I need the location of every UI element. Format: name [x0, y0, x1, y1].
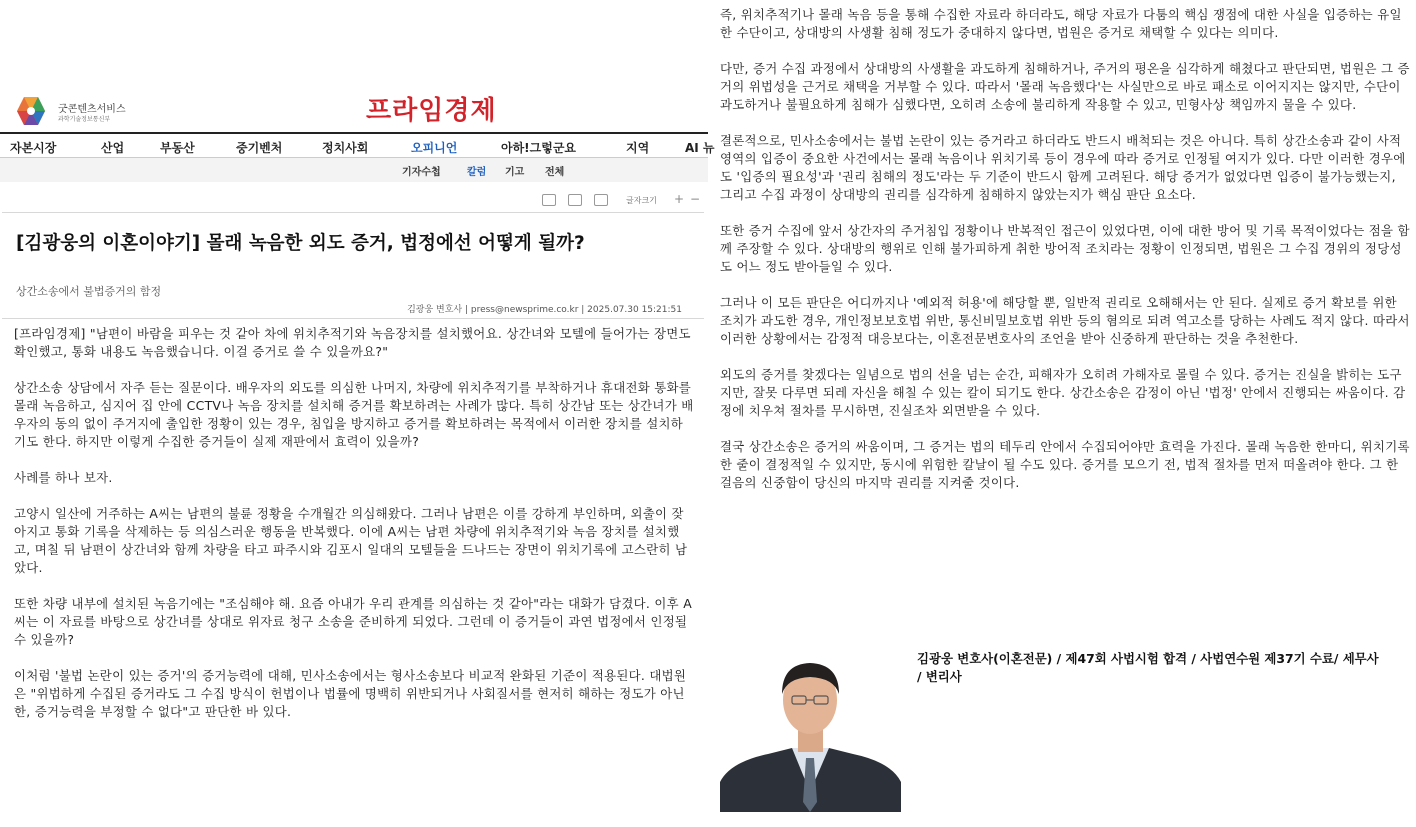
- article-paragraph: 또한 증거 수집에 앞서 상간자의 주거침입 정황이나 반복적인 접근이 있었다면, 이에 대한 방어 및 기록 목적이었다는 점을 함께 주장할 수 있다. 상대방의 행위로 인해 불가피하게 취한 방어적 조치라는 정황이 인정되면, 법원은 그 수집 경위의 정당성도 어느 정도 받아들일 수 있다.: [720, 223, 1410, 274]
- article-paragraph: 이처럼 '불법 논란이 있는 증거'의 증거능력에 대해, 민사소송에서는 형사소송보다 비교적 완화된 기준이 적용된다. 대법원은 "위법하게 수집된 증거라도 그 수집 방식이 헌법이나 법률에 명백히 위반되거나 사회질서를 현저히 해하는 정도가 아닌 한, 증거능력을 부정할 수 없다"고 판단한 바 있다.: [14, 668, 687, 719]
- nav-item-region[interactable]: 지역: [626, 141, 650, 155]
- email-icon[interactable]: [568, 194, 582, 206]
- article-body-right: [720, 6, 1410, 510]
- nav-item-capital-market[interactable]: 자본시장: [10, 141, 57, 155]
- article-paragraph: 결국 상간소송은 증거의 싸움이며, 그 증거는 법의 테두리 안에서 수집되어야만 효력을 가진다. 몰래 녹음한 한마디, 위치기록 한 줄이 결정적일 수 있지만, 동시에 위험한 칼날이 될 수도 있다. 증거를 모으기 전, 법적 절차를 먼저 떠올려야 한다. 그 한 걸음의 신중함이 당신의 마지막 권리를 지켜줄 것이다.: [720, 439, 1410, 490]
- nav-item-politics[interactable]: 정치사회: [322, 141, 369, 155]
- gov-name: 굿콘텐츠서비스: [58, 104, 126, 115]
- masthead: [0, 88, 708, 132]
- author-portrait-icon: [720, 654, 901, 812]
- article-byline: 김광웅 변호사 | press@newsprime.co.kr | 2025.07.30 15:21:51: [407, 305, 682, 315]
- subnav-contribution[interactable]: 기고: [505, 167, 525, 178]
- article-paragraph: 결론적으로, 민사소송에서는 불법 논란이 있는 증거라고 하더라도 반드시 배척되는 것은 아니다. 특히 상간소송과 같이 사적 영역의 입증이 중요한 사건에서는 몰래 녹음이나 위치기록 등이 경우에 따라 증거로 인정될 여지가 있다. 다만 이러한 경우에도 '입증의 필요성'과 '권리 침해의 정도'라는 두 기준이 반드시 함께 고려된다. 해당 증거가 없었다면 입증이 불가능했는지, 그리고 수집 과정이 상대방의 권리를 심각하게 침해하지 않았는지가 핵심 판단 요소다.: [720, 133, 1406, 202]
- author-info: 김광웅 변호사(이혼전문) / 제47회 사법시험 합격 / 사법연수원 제37기 수료/ 세무사 / 변리사: [917, 651, 1379, 684]
- article-paragraph: 그러나 이 모든 판단은 어디까지나 '예외적 허용'에 해당할 뿐, 일반적 권리로 오해해서는 안 된다. 실제로 증거 확보를 위한 조치가 과도한 경우, 개인정보보호법 위반, 통신비밀보호법 위반 등의 혐의로 되려 역고소를 당하는 사례도 적지 않다. 따라서 이러한 상황에서는 감정적 대응보다는, 이혼전문변호사의 조언을 받아 신중하게 판단하는 것을 추천한다.: [720, 295, 1410, 346]
- subnav-all[interactable]: 전체: [545, 167, 565, 178]
- author-photo: [720, 654, 901, 812]
- sub-nav: [0, 158, 708, 182]
- share-icon[interactable]: [594, 194, 608, 206]
- brand-logo[interactable]: 프라임경제: [366, 96, 497, 126]
- good-content-logo-icon: [10, 96, 54, 126]
- article-headline: [김광웅의 이혼이야기] 몰래 녹음한 외도 증거, 법정에선 어떻게 될까?: [16, 233, 585, 254]
- article-body-left: [14, 325, 694, 739]
- article-paragraph: 다만, 증거 수집 과정에서 상대방의 사생활을 과도하게 침해하거나, 주거의 평온을 심각하게 해쳤다고 판단되면, 법원은 그 증거의 위법성을 근거로 채택을 거부할 수 있다. 따라서 '몰래 녹음했다'는 사실만으로 바로 패소로 이어지지는 않지만, 수단이 과도하거나 불필요하게 침해가 심했다면, 오히려 소송에 불리하게 작용할 수 있고, 민형사상 책임까지 물을 수 있다.: [720, 61, 1410, 112]
- article-paragraph: [프라임경제] "남편이 바람을 피우는 것 같아 차에 위치추적기와 녹음장치를 설치했어요. 상간녀와 모텔에 들어가는 장면도 확인했고, 통화 내용도 녹음했습니다. 이걸 증거로 쓸 수 있을까요?": [14, 326, 691, 359]
- article-subhead: 상간소송에서 불법증거의 함정: [16, 285, 162, 298]
- gov-sub: 과학기술정보통신부: [58, 116, 111, 123]
- font-minus-icon[interactable]: −: [690, 192, 701, 206]
- article-paragraph: 외도의 증거를 찾겠다는 일념으로 법의 선을 넘는 순간, 피해자가 오히려 가해자로 몰릴 수 있다. 증거는 진실을 밝히는 도구지만, 잘못 다루면 되레 자신을 해칠 수 있는 칼이 되기도 한다. 상간소송은 감정이 아닌 '법정' 안에서 진행되는 싸움이다. 감정에 치우쳐 절차를 무시하면, 진실조차 외면받을 수 있다.: [720, 367, 1406, 418]
- article-paragraph: 사례를 하나 보자.: [14, 470, 113, 485]
- article-paragraph: 즉, 위치추적기나 몰래 녹음 등을 통해 수집한 자료라 하더라도, 해당 자료가 다툼의 핵심 쟁점에 대한 사실을 입증하는 유일한 수단이고, 상대방의 사생활 침해 정도가 중대하지 않다면, 법원은 증거로 채택할 수 있다는 의미다.: [720, 7, 1402, 40]
- print-icon[interactable]: [542, 194, 556, 206]
- article-paragraph: 또한 차량 내부에 설치된 녹음기에는 "조심해야 해. 요즘 아내가 우리 관계를 의심하는 것 같아"라는 대화가 담겼다. 이후 A씨는 이 자료를 바탕으로 상간녀를 상대로 위자료 청구 소송을 준비하게 되었다. 그런데 이 증거들이 과연 법정에서 인정될 수 있을까?: [14, 596, 692, 647]
- nav-item-industry[interactable]: 산업: [101, 141, 125, 155]
- subnav-column[interactable]: 칼럼: [467, 167, 487, 178]
- nav-item-ai-news[interactable]: AI 뉴: [685, 141, 715, 155]
- main-nav: [0, 132, 715, 158]
- divider: [2, 318, 704, 319]
- font-size-label: 글자크기: [626, 196, 657, 205]
- article-paragraph: 고양시 일산에 거주하는 A씨는 남편의 불륜 정황을 수개월간 의심해왔다. 그러나 남편은 이를 강하게 부인하며, 외출이 잦아지고 통화 기록을 삭제하는 등 의심스러운 행동을 반복했다. 이에 A씨는 남편 차량에 위치추적기와 녹음 장치를 설치했고, 며칠 뒤 남편이 상간녀와 함께 차량을 타고 파주시와 김포시 일대의 모텔들을 드나드는 장면이 위치기록에 고스란히 남았다.: [14, 506, 688, 575]
- article-paragraph: 상간소송 상담에서 자주 듣는 질문이다. 배우자의 외도를 의심한 나머지, 차량에 위치추적기를 부착하거나 휴대전화 통화를 몰래 녹음하고, 심지어 집 안에 CCTV나 녹음 장치를 설치해 증거를 확보하려는 사례가 많다. 특히 상간남 또는 상간녀가 배우자의 동의 없이 주거지에 출입한 정황이 있는 경우, 침입을 방지하고 증거를 확보하려는 목적에서 이러한 장치를 설치하기도 한다. 하지만 이렇게 수집한 증거들이 실제 재판에서 효력이 있을까?: [14, 380, 694, 449]
- nav-item-venture[interactable]: 중기벤처: [236, 141, 283, 155]
- divider: [2, 212, 704, 213]
- nav-item-real-estate[interactable]: 부동산: [160, 141, 195, 155]
- nav-item-opinion[interactable]: 오피니언: [411, 141, 458, 155]
- nav-item-aha[interactable]: 아하!그렇군요: [501, 141, 577, 155]
- subnav-reporter-notes[interactable]: 기자수첩: [402, 167, 441, 178]
- font-plus-icon[interactable]: +: [674, 192, 685, 206]
